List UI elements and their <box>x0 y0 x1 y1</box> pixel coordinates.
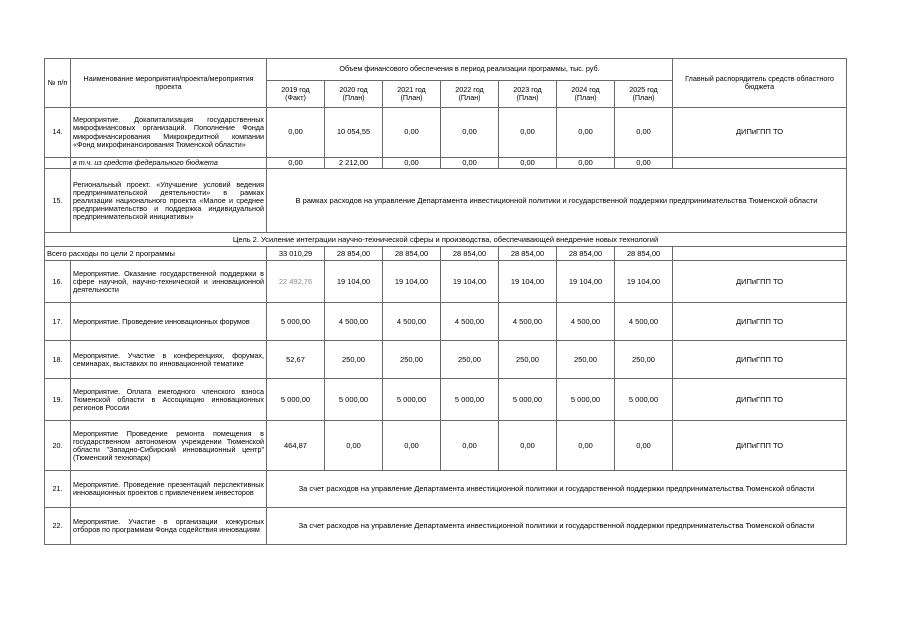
row-name: Мероприятие. Докапитализация государственных микрофинансовых организаций. Пополнение Фонда микрофинансирования Микрокредитной компании «Фонд микрофинансирования Тюменской области» <box>71 108 267 158</box>
distributor-cell: ДИПиГПП ТО <box>673 261 847 303</box>
year-kind: (План) <box>400 93 423 102</box>
row-name: в т.ч. из средств федерального бюджета <box>71 158 267 169</box>
value-cell: 0,00 <box>441 421 499 471</box>
funding-note: За счет расходов на управление Департамента инвестиционной политики и государственной поддержки предпринимательства Тюменской области <box>267 471 847 508</box>
row-name: Мероприятие. Проведение презентаций перспективных инновационных проектов с привлечением инвесторов <box>71 471 267 508</box>
table-row <box>45 169 847 233</box>
value-cell: 250,00 <box>499 341 557 379</box>
row-num: 15. <box>45 169 71 233</box>
row-name: Мероприятие. Оплата ежегодного членского взноса Тюменской области в Ассоциацию инновационных регионов России <box>71 379 267 421</box>
table-row <box>45 108 847 158</box>
year-label: 2019 год <box>281 84 310 94</box>
value-cell: 0,00 <box>441 108 499 158</box>
year-kind: (План) <box>458 93 481 102</box>
header-year-cell <box>557 81 615 108</box>
header-funding: Объем финансового обеспечения в период реализации программы, тыс. руб. <box>267 59 673 81</box>
row-num: 17. <box>45 303 71 341</box>
value-cell: 4 500,00 <box>441 303 499 341</box>
funding-note: В рамках расходов на управление Департамента инвестиционной политики и государственной поддержки предпринимательства Тюменской области <box>267 169 847 233</box>
value-cell: 5 000,00 <box>441 379 499 421</box>
year-label: 2021 год <box>397 84 426 94</box>
distributor-cell-empty <box>673 247 847 261</box>
value-cell: 5 000,00 <box>267 379 325 421</box>
value-cell: 5 000,00 <box>499 379 557 421</box>
value-cell: 5 000,00 <box>267 303 325 341</box>
table-row-subtotal <box>45 158 847 169</box>
value-cell: 0,00 <box>615 158 673 169</box>
value-cell: 250,00 <box>441 341 499 379</box>
total-label: Всего расходы по цели 2 программы <box>45 247 267 261</box>
value-cell: 10 054,55 <box>325 108 383 158</box>
value-cell: 4 500,00 <box>499 303 557 341</box>
value-cell: 250,00 <box>557 341 615 379</box>
value-cell: 4 500,00 <box>615 303 673 341</box>
header-year-cell <box>325 81 383 108</box>
value-cell: 19 104,00 <box>557 261 615 303</box>
value-cell: 28 854,00 <box>383 247 441 261</box>
value-cell: 250,00 <box>325 341 383 379</box>
value-cell: 0,00 <box>615 421 673 471</box>
value-cell: 0,00 <box>267 108 325 158</box>
value-cell: 0,00 <box>615 108 673 158</box>
table-row <box>45 261 847 303</box>
value-cell: 0,00 <box>325 421 383 471</box>
year-kind: (План) <box>574 93 597 102</box>
value-cell: 0,00 <box>383 421 441 471</box>
program-table-sheet <box>44 58 847 545</box>
distributor-cell: ДИПиГПП ТО <box>673 421 847 471</box>
value-cell: 28 854,00 <box>499 247 557 261</box>
value-cell: 28 854,00 <box>325 247 383 261</box>
row-name: Мероприятие. Участие в организации конкурсных отборов по программам Фонда содействия инновациям <box>71 508 267 545</box>
value-cell: 0,00 <box>499 108 557 158</box>
table-row <box>45 508 847 545</box>
header-distributor: Главный распорядитель средств областного бюджета <box>673 59 847 108</box>
header-year-cell <box>499 81 557 108</box>
row-num: 21. <box>45 471 71 508</box>
value-cell: 0,00 <box>267 158 325 169</box>
header-name: Наименование мероприятия/проекта/мероприятия проекта <box>71 59 267 108</box>
value-cell: 0,00 <box>441 158 499 169</box>
goal-row <box>45 233 847 247</box>
row-num: 20. <box>45 421 71 471</box>
distributor-cell: ДИПиГПП ТО <box>673 379 847 421</box>
value-cell: 28 854,00 <box>441 247 499 261</box>
value-cell: 0,00 <box>499 158 557 169</box>
value-cell: 22 492,76 <box>267 261 325 303</box>
value-cell: 250,00 <box>615 341 673 379</box>
year-kind: (План) <box>632 93 655 102</box>
row-num: 19. <box>45 379 71 421</box>
year-kind: (Факт) <box>285 93 306 102</box>
value-cell: 19 104,00 <box>499 261 557 303</box>
funding-note: За счет расходов на управление Департамента инвестиционной политики и государственной поддержки предпринимательства Тюменской области <box>267 508 847 545</box>
value-cell: 464,87 <box>267 421 325 471</box>
row-num: 14. <box>45 108 71 158</box>
distributor-cell: ДИПиГПП ТО <box>673 303 847 341</box>
value-cell: 0,00 <box>383 158 441 169</box>
header-year-cell <box>383 81 441 108</box>
row-num: 18. <box>45 341 71 379</box>
funding-table <box>44 58 847 545</box>
year-label: 2020 год <box>339 84 368 94</box>
header-year-cell <box>441 81 499 108</box>
table-row <box>45 421 847 471</box>
value-cell: 19 104,00 <box>615 261 673 303</box>
table-row <box>45 341 847 379</box>
row-name: Мероприятие. Участие в конференциях, форумах, семинарах, выставках по инновационной тематике <box>71 341 267 379</box>
value-cell: 28 854,00 <box>557 247 615 261</box>
row-num: 16. <box>45 261 71 303</box>
value-cell: 5 000,00 <box>325 379 383 421</box>
value-cell: 52,67 <box>267 341 325 379</box>
row-name: Региональный проект. «Улучшение условий ведения предпринимательской деятельности» в рамках реализации национального проекта «Малое и среднее предпринимательство и поддержка индивидуальной предпринимательской инициативы» <box>71 169 267 233</box>
value-cell: 2 212,00 <box>325 158 383 169</box>
value-cell: 19 104,00 <box>325 261 383 303</box>
row-name: Мероприятие Проведение ремонта помещения в государственном автономном учреждении Тюменской области "Западно-Сибирский инновационный центр" (Тюменский технопарк) <box>71 421 267 471</box>
value-cell: 5 000,00 <box>557 379 615 421</box>
value-cell: 33 010,29 <box>267 247 325 261</box>
value-cell: 5 000,00 <box>383 379 441 421</box>
year-label: 2024 год <box>571 84 600 94</box>
table-row <box>45 303 847 341</box>
value-cell: 19 104,00 <box>383 261 441 303</box>
year-kind: (План) <box>342 93 365 102</box>
value-cell: 4 500,00 <box>325 303 383 341</box>
row-name: Мероприятие. Оказание государственной поддержки в сфере научной, научно-технической и инновационной деятельности <box>71 261 267 303</box>
value-cell: 0,00 <box>557 421 615 471</box>
header-row <box>45 59 847 81</box>
header-num: № п/п <box>45 59 71 108</box>
distributor-cell: ДИПиГПП ТО <box>673 341 847 379</box>
goal-2-heading: Цель 2. Усиление интеграции научно-технической сферы и производства, обеспечивающей внедрение новых технологий <box>45 233 847 247</box>
value-cell: 0,00 <box>499 421 557 471</box>
header-year-cell <box>615 81 673 108</box>
distributor-cell: ДИПиГПП ТО <box>673 108 847 158</box>
year-label: 2022 год <box>455 84 484 94</box>
value-cell: 0,00 <box>557 108 615 158</box>
value-cell: 0,00 <box>557 158 615 169</box>
row-num-empty <box>45 158 71 169</box>
year-label: 2025 год <box>629 84 658 94</box>
value-cell: 0,00 <box>383 108 441 158</box>
table-row <box>45 471 847 508</box>
table-row <box>45 379 847 421</box>
value-cell: 28 854,00 <box>615 247 673 261</box>
value-cell: 250,00 <box>383 341 441 379</box>
row-name: Мероприятие. Проведение инновационных форумов <box>71 303 267 341</box>
year-label: 2023 год <box>513 84 542 94</box>
value-cell: 4 500,00 <box>383 303 441 341</box>
distributor-cell-empty <box>673 158 847 169</box>
value-cell: 19 104,00 <box>441 261 499 303</box>
value-cell: 4 500,00 <box>557 303 615 341</box>
row-num: 22. <box>45 508 71 545</box>
year-kind: (План) <box>516 93 539 102</box>
total-row <box>45 247 847 261</box>
header-year-cell <box>267 81 325 108</box>
value-cell: 5 000,00 <box>615 379 673 421</box>
